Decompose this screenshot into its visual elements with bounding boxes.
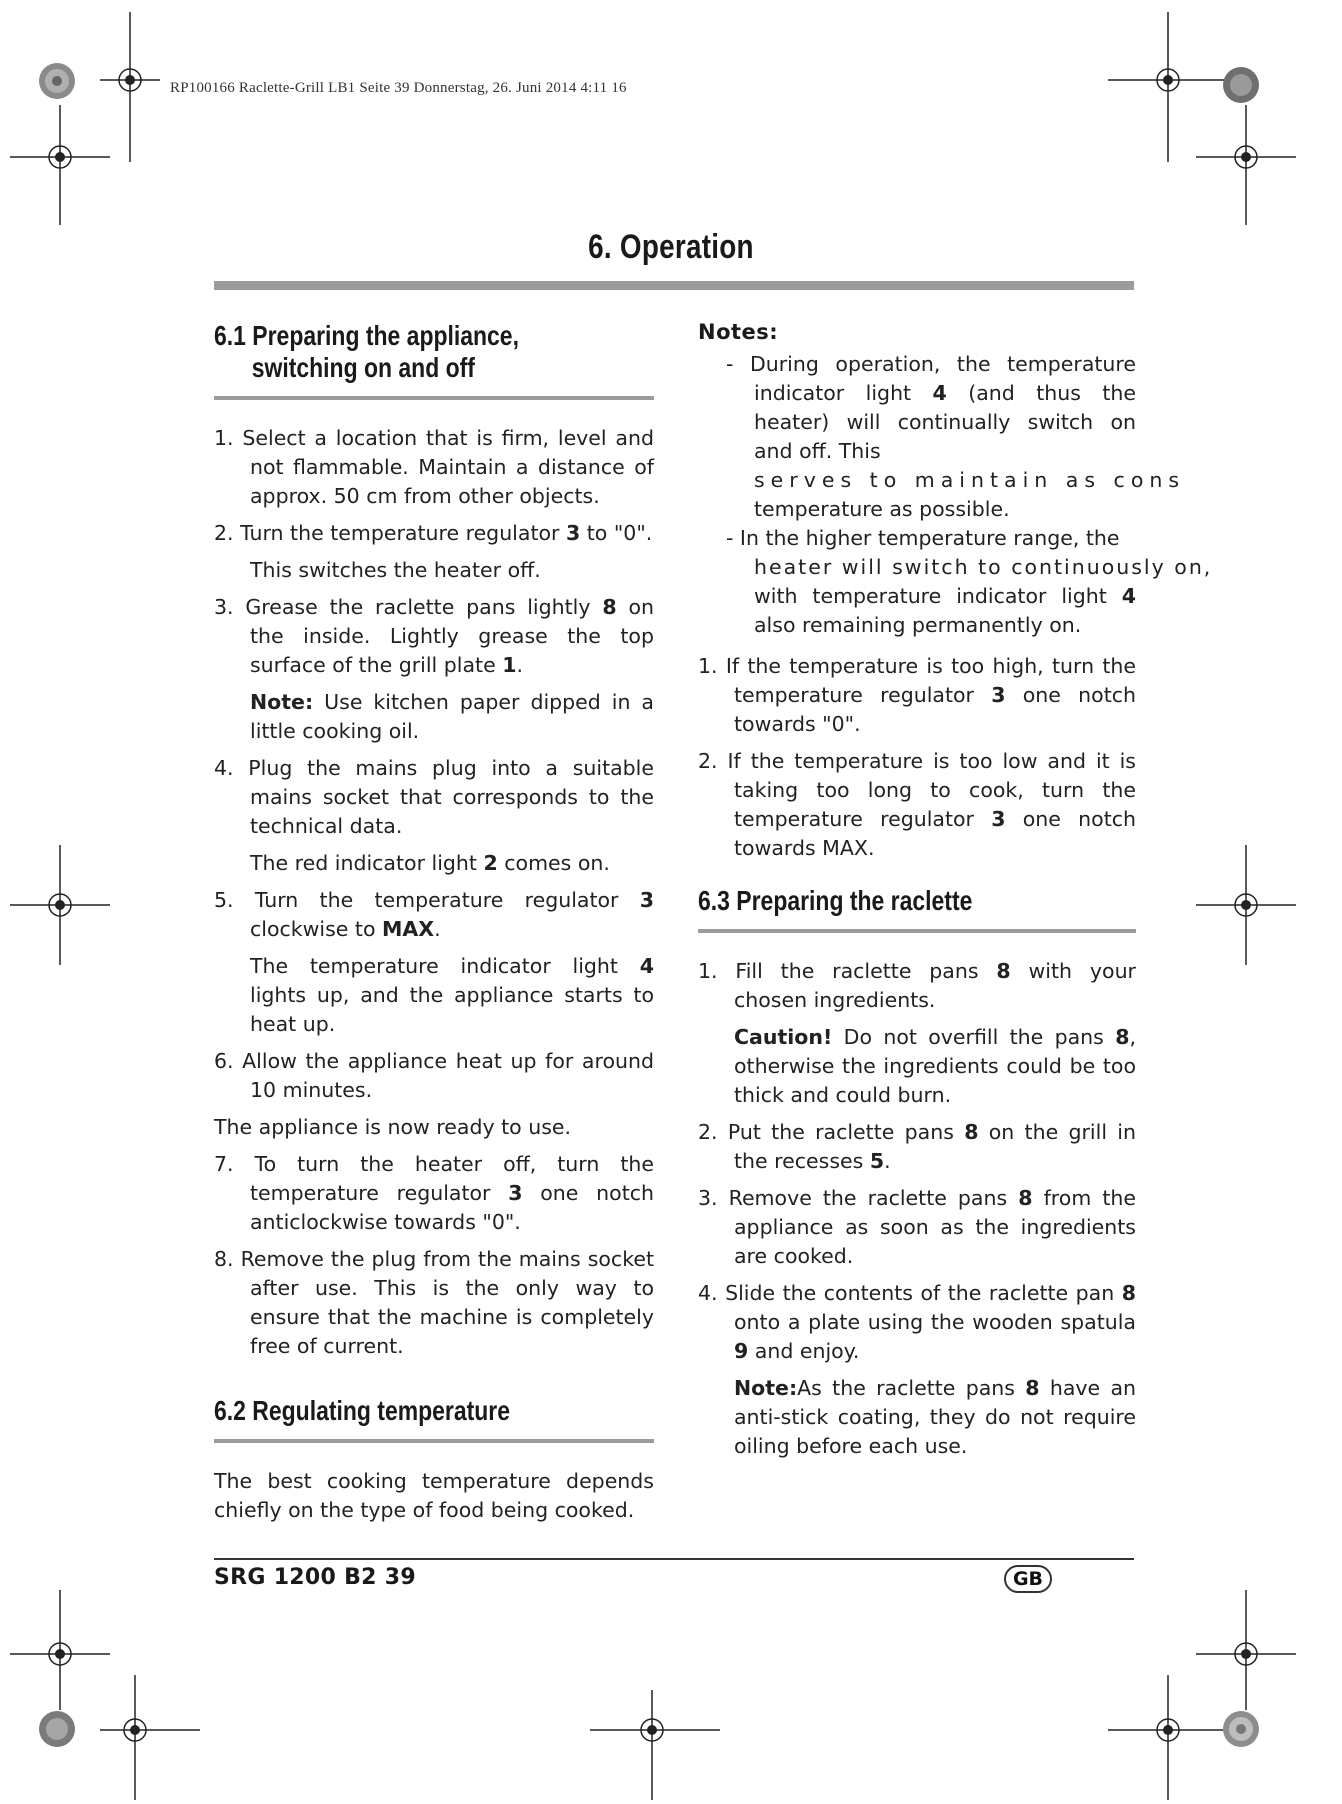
step-2-result: This switches the heater off. bbox=[250, 558, 541, 582]
footer-model-page: SRG 1200 B2 39 bbox=[214, 1565, 416, 1590]
section-6-3-heading: 6.3 Preparing the raclette bbox=[698, 885, 973, 916]
step-7: 7. To turn the heater off, turn the temperature regulator 3 one notch anticlockwise towards "0". bbox=[214, 1152, 654, 1234]
title-rule bbox=[214, 281, 1134, 290]
registration-mark-bottom-right-2 bbox=[1108, 1675, 1228, 1800]
registration-mark-bottom-center bbox=[590, 1690, 720, 1800]
color-wheel-bottom-right bbox=[1222, 1710, 1260, 1748]
raclette-step-4-note: Note:As the raclette pans 8 have an anti-stick coating, they do not require oiling before each use. bbox=[734, 1376, 1137, 1458]
ready-text: The appliance is now ready to use. bbox=[214, 1115, 571, 1139]
registration-mark-top-left-2 bbox=[10, 105, 110, 225]
registration-mark-top-right-2 bbox=[1196, 105, 1296, 225]
temp-step-1: 1. If the temperature is too high, turn the temperature regulator 3 one notch towards "0". bbox=[698, 654, 1136, 736]
color-wheel-bottom-left bbox=[38, 1710, 76, 1748]
step-5-result: The temperature indicator light 4 lights up, and the appliance starts to heat up. bbox=[250, 954, 654, 1036]
color-wheel-top-left bbox=[38, 62, 76, 100]
section-6-2-heading: 6.2 Regulating temperature bbox=[214, 1395, 511, 1426]
page-title: 6. Operation bbox=[588, 228, 754, 266]
note-2: - In the higher temperature range, the heater will switch to continuously on, with temperature indicator light 4 also remaining permanently on. bbox=[726, 526, 1213, 637]
print-slug: RP100166 Raclette-Grill LB1 Seite 39 Donnerstag, 26. Juni 2014 4:11 16 bbox=[170, 80, 627, 96]
step-3: 3. Grease the raclette pans lightly 8 on the inside. Lightly grease the top surface of the grill plate 1. bbox=[214, 595, 654, 677]
footer-rule bbox=[214, 1558, 1134, 1560]
section-6-1-heading: 6.1 Preparing the appliance, switching on and off bbox=[214, 320, 519, 383]
step-4: 4. Plug the mains plug into a suitable mains socket that corresponds to the technical data. bbox=[214, 756, 654, 838]
step-5: 5. Turn the temperature regulator 3 clockwise to MAX. bbox=[214, 888, 654, 941]
section-rule bbox=[214, 1439, 654, 1443]
raclette-step-1: 1. Fill the raclette pans 8 with your chosen ingredients. bbox=[698, 959, 1136, 1012]
registration-mark-bottom-left-2 bbox=[100, 1675, 200, 1800]
section-rule bbox=[698, 929, 1136, 933]
step-1: 1. Select a location that is firm, level and not flammable. Maintain a distance of approx. 50 cm from other objects. bbox=[214, 426, 654, 508]
note-1: - During operation, the temperature indicator light 4 (and thus the heater) will continually switch on and off. This serves to maintain as cons temperature as possible. bbox=[726, 352, 1186, 521]
section-rule bbox=[214, 396, 654, 400]
step-8: 8. Remove the plug from the mains socket after use. This is the only way to ensure that the machine is completely free of current. bbox=[214, 1247, 654, 1358]
language-badge: GB bbox=[1004, 1565, 1052, 1593]
notes-heading: Notes: bbox=[698, 320, 779, 344]
raclette-step-3: 3. Remove the raclette pans 8 from the appliance as soon as the ingredients are cooked. bbox=[698, 1186, 1137, 1268]
step-3-note: Note: Use kitchen paper dipped in a little cooking oil. bbox=[250, 690, 654, 743]
temp-step-2: 2. If the temperature is too low and it is taking too long to cook, turn the temperature regulator 3 one notch towards MAX. bbox=[698, 749, 1136, 860]
color-wheel-top-right bbox=[1222, 66, 1260, 104]
registration-mark-bottom-left bbox=[10, 1590, 110, 1710]
left-column bbox=[214, 320, 654, 1533]
registration-mark-mid-right bbox=[1196, 845, 1296, 965]
right-column bbox=[698, 320, 1213, 1469]
registration-mark-mid-left bbox=[10, 845, 110, 965]
raclette-step-1-caution: Caution! Do not overfill the pans 8, otherwise the ingredients could be too thick and could burn. bbox=[734, 1025, 1136, 1107]
step-6: 6. Allow the appliance heat up for around 10 minutes. bbox=[214, 1049, 654, 1102]
step-4-result: The red indicator light 2 comes on. bbox=[250, 851, 610, 875]
section-6-2-text: The best cooking temperature depends chiefly on the type of food being cooked. bbox=[214, 1469, 654, 1522]
raclette-step-2: 2. Put the raclette pans 8 on the grill in the recesses 5. bbox=[698, 1120, 1136, 1173]
step-2: 2. Turn the temperature regulator 3 to "0". bbox=[214, 521, 653, 545]
raclette-step-4: 4. Slide the contents of the raclette pan 8 onto a plate using the wooden spatula 9 and enjoy. bbox=[698, 1281, 1136, 1363]
